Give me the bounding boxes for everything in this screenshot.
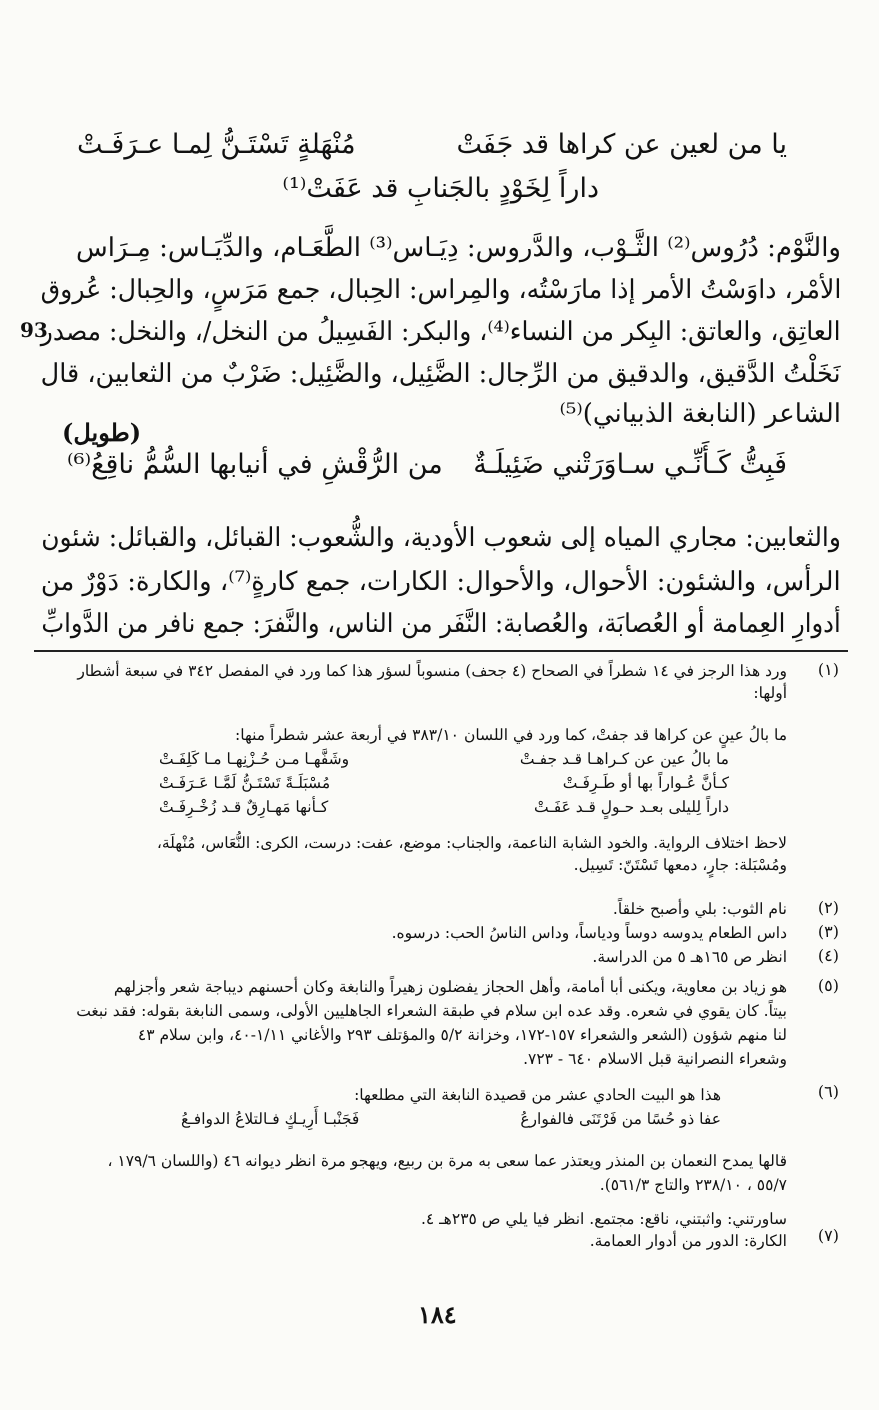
body1-line5: الشاعر (النابغة الذبياني)⁽⁵⁾: [559, 399, 841, 429]
verse1-first-hemistich: يا من لعين عن كراها قد جَفَتْ: [456, 129, 787, 160]
body1-line2: الأمْر، داوَسْتُ الأمر إذا مارَسْتُه، والمِراس: الحِبال، جمع مَرَسٍ، والحِبال: عُروق: [40, 275, 841, 305]
footnote-divider: [34, 650, 848, 652]
footnote-1-line3: ما بالُ عينٍ عن كراها قد جفتْ، كما ورد في اللسان ٣٨٣/١٠ في أربعة عشر شطراً منها:: [235, 726, 787, 744]
footnote-1-verse3: [159, 796, 729, 818]
footnote-1-after2: ومُسْبَلة: جارٍ، دمعها تَسْتَنّ: تَسِيل.: [573, 856, 787, 874]
footnote-2-number: (٢): [817, 898, 839, 917]
footnote-5-line4: وشعراء النصرانية قبل الاسلام ٦٤٠ - ٧٢٣.: [523, 1050, 787, 1068]
footnote-5-line1: هو زياد بن معاوية، ويكنى أبا أمامة، وأهل الحجاز يفضلون زهيراً والنابغة وكان أحسنهم ديباجة شعر وأجزلهم: [113, 978, 787, 996]
footnote-1-line1: ورد هذا الرجز في ١٤ شطراً في الصحاح (٤ جحف) منسوباً لسؤر هذا كما ورد في المفصل ٣٤٢ في سبعة أشطار: [77, 662, 787, 680]
footnote-3-number: (٣): [817, 922, 839, 941]
footnote-6-number: (٦): [817, 1082, 839, 1101]
footnote-6-intro: هذا هو البيت الحادي عشر من قصيدة النابغة التي مطلعها:: [354, 1086, 721, 1104]
verse2-first-hemistich: فَبِتُّ كَـأَنِّـي سـاوَرَتْني ضَئِيلَـةٌ: [473, 449, 787, 480]
footnote-7-number: (٧): [817, 1226, 839, 1245]
footnote-6-verse-b: فَجَنْبـا أَرِيـكٍ فـالتلاعُ الدوافـعُ: [181, 1110, 360, 1128]
footnote-1-line2: أولها:: [753, 684, 787, 702]
footnote-3-text: داس الطعام يدوسه دوساً ودياساً، وداس الناسُ الحب: درسوه.: [391, 924, 787, 942]
footnote-1-verse1-a: ما بالُ عين عن كـراهـا قـد جفـتْ: [519, 750, 729, 768]
footnote-1-after1: لاحظ اختلاف الرواية. والخود الشابة الناعمة، والجناب: موضع، عفت: درست، الكرى: النُّعَاس، مُنْهلَة،: [156, 834, 787, 852]
body2-line3: أدوارِ العِمامة أو العُصابَة، والعُصابة: النَّفَر من الناس، والنَّفرَ: جمع نافر من الدَّوابِّ: [41, 609, 841, 639]
footnote-4-number: (٤): [817, 946, 839, 965]
footnote-1-verse2-b: مُسْبَلَـةً تَسْتَـنُّ لَمَّـا عَـرَفَـتْ: [159, 774, 331, 792]
footnote-5-number: (٥): [817, 976, 839, 995]
meter-label: (طويل): [62, 418, 142, 447]
body2-line2: الرأس، والشئون: الأحوال، والأحوال: الكارات، جمع كارةٍ⁽⁷⁾، والكارة: دَوْرٌ من: [41, 567, 841, 597]
footnote-1-verse1: [159, 748, 729, 770]
verse1-second-hemistich: مُنْهَلةٍ تَسْتَـنُّ لِمـا عـرَفَـتْ: [77, 129, 356, 160]
footnote-5-line3: لنا منهم شؤون (الشعر والشعراء ١٥٧-١٧٢، وخزانة ٥/٢ والمؤتلف ٢٩٣ والأغاني ١/١١-٤٠، وابن سلام ٤٣: [137, 1026, 787, 1044]
footnote-6-line2: ٥٥/٧ ، ٢٣٨/١٠ والتاج ٥٦١/٣).: [599, 1176, 787, 1194]
footnote-1-verse2-a: كـأنَّ عُـواراً بها أو طَـرِفَـتْ: [562, 774, 729, 792]
footnote-1-verse3-a: داراً لِليلى بعـد حـولٍ قـد عَفَـتْ: [533, 798, 729, 816]
footnote-6-verse-a: عفا ذو حُسًا من فَرْتَنَى فالفوارعُ: [520, 1110, 721, 1128]
footnote-4-text: انظر ص ١٦٥هـ ٥ من الدراسة.: [592, 948, 787, 966]
footnote-1-number: (١): [817, 660, 839, 679]
body1-line1: والنَّوْم: دُرُوس⁽²⁾ الثَّـوْب، والدَّروس: دِيَـاس⁽³⁾ الطَّعَـام، والدِّيَـاس: مِـرَاس: [75, 233, 841, 263]
body1-line4: نَخَلْتُ الدَّقيق، والدقيق من الرِّجال: الضَّئِيل، والضَّئِيل: ضَرْبٌ من الثعابين، قال: [41, 359, 841, 389]
margin-page-ref: 93: [20, 318, 48, 342]
verse1-line2: داراً لِخَوْدٍ بالجَنابِ قد عَفَتْ⁽¹⁾: [282, 173, 599, 204]
footnote-6-line1: قالها يمدح النعمان بن المنذر ويعتذر عما سعى به مرة بن ربيع، ويهجو مرة انظر ديوانه ٤٦ (واللسان ١٧٩/٦ ،: [107, 1152, 787, 1170]
verse1-line1: [77, 128, 787, 162]
footnote-2-text: نام الثوب: بلي وأصبح خلقاً.: [612, 900, 787, 918]
footnote-5-line2: بيتاً. كان يقوي في شعره. وقد عده ابن سلام في طبقة الشعراء الجاهليين الأولى، وسمى النابغة بقوله: فقد نبغت: [76, 1002, 787, 1020]
footnote-1-verse1-b: وشَفَّهـا مـن حُـزْنِهـا مـا كَلِفَـتْ: [159, 750, 350, 768]
footnote-6-line3: ساورتني: واثبتني، ناقع: مجتمع. انظر فيا يلي ص ٢٣٥هـ ٤.: [420, 1210, 787, 1228]
body2-line1: والثعابين: مجاري المياه إلى شعوب الأودية، والشُّعوب: القبائل، والقبائل: شئون: [41, 523, 841, 553]
verse2-second-hemistich: من الرُّقْشِ في أنيابها السُّمُّ ناقِعُ⁽⁶⁾: [67, 449, 443, 480]
verse2-line: [67, 448, 787, 482]
footnote-6-verse: [181, 1108, 721, 1130]
page-number: ١٨٤: [418, 1300, 457, 1329]
footnote-1-verse3-b: كـأنها مَهـارِقٌ قـد زُخْـرِفَـتْ: [159, 798, 329, 816]
footnote-7-text: الكارة: الدور من أدوار العمامة.: [589, 1232, 787, 1250]
body1-line3: العاتِق، والعاتق: البِكر من النساء⁽⁴⁾، والبكر: الفَسِيلُ من النخل/، والنخل: مصدر: [41, 317, 841, 347]
footnote-1-verse2: [159, 772, 729, 794]
